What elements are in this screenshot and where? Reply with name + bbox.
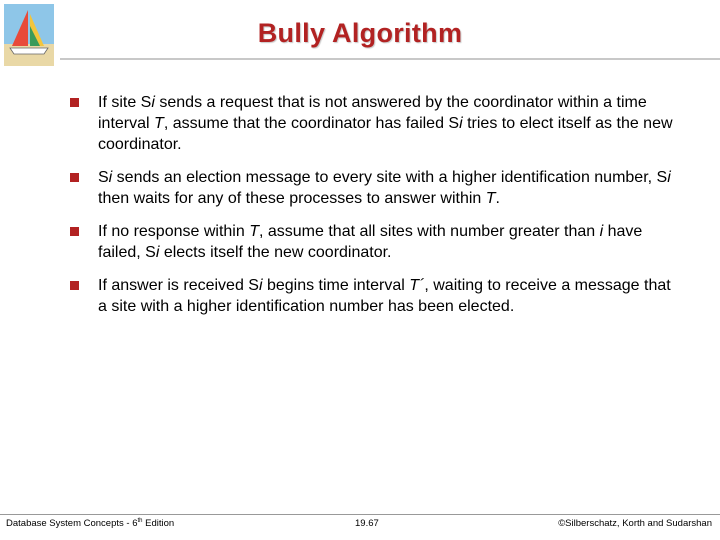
bullet-text: S — [98, 169, 109, 186]
square-bullet-icon — [70, 173, 79, 182]
footer-divider — [0, 514, 720, 515]
square-bullet-icon — [70, 98, 79, 107]
bullet-text: begins time interval — [262, 277, 410, 294]
variable-t: T — [154, 115, 164, 132]
subscript-i: i — [155, 244, 160, 261]
subscript-i: i — [459, 115, 463, 132]
footer-book-title-text: Database System Concepts - 6 — [6, 518, 138, 530]
bullet-item — [70, 221, 680, 263]
title-divider — [60, 58, 720, 60]
slide-header — [0, 0, 720, 70]
bullet-list — [70, 92, 680, 329]
subscript-i: i — [151, 94, 155, 111]
square-bullet-icon — [70, 227, 79, 236]
slide-footer — [0, 518, 720, 536]
variable-i: i — [599, 223, 604, 240]
variable-t: T — [249, 223, 259, 240]
footer-copyright: ©Silberschatz, Korth and Sudarshan — [558, 518, 712, 529]
bullet-text: . — [495, 190, 500, 207]
subscript-i: i — [108, 169, 113, 186]
footer-edition-sup: th — [137, 518, 143, 524]
bullet-text: , assume that all sites with number greater than — [258, 223, 600, 240]
bullet-text: elects itself the new coordinator. — [159, 244, 392, 261]
bullet-text: If no response within — [98, 223, 250, 240]
bullet-text: If answer is received S — [98, 277, 259, 294]
bullet-text: sends an election message to every site with a higher identification number, S — [112, 169, 668, 186]
bullet-text: , waiting to receive a message that a site with a higher identification number has been elected. — [98, 277, 671, 315]
bullet-item — [70, 92, 680, 155]
bullet-text: , assume that the coordinator has failed S — [163, 115, 460, 132]
bullet-text: If site S — [98, 94, 152, 111]
square-bullet-icon — [70, 281, 79, 290]
footer-edition-text: Edition — [142, 518, 175, 530]
variable-t-prime: T´ — [409, 277, 425, 294]
subscript-i: i — [667, 169, 671, 186]
footer-book-title — [6, 518, 174, 529]
bullet-text: have failed, S — [98, 223, 643, 261]
bullet-item — [70, 275, 680, 317]
slide-title: Bully Algorithm — [257, 18, 463, 48]
variable-t: T — [485, 190, 496, 207]
bullet-text: tries to elect itself as the new coordinator. — [98, 115, 673, 153]
subscript-i: i — [258, 277, 263, 294]
footer-slide-number: 19.67 — [355, 518, 379, 529]
bullet-item — [70, 167, 680, 209]
bullet-text: sends a request that is not answered by the coordinator within a time interval — [98, 94, 647, 132]
bullet-text: then waits for any of these processes to answer within — [98, 190, 486, 207]
